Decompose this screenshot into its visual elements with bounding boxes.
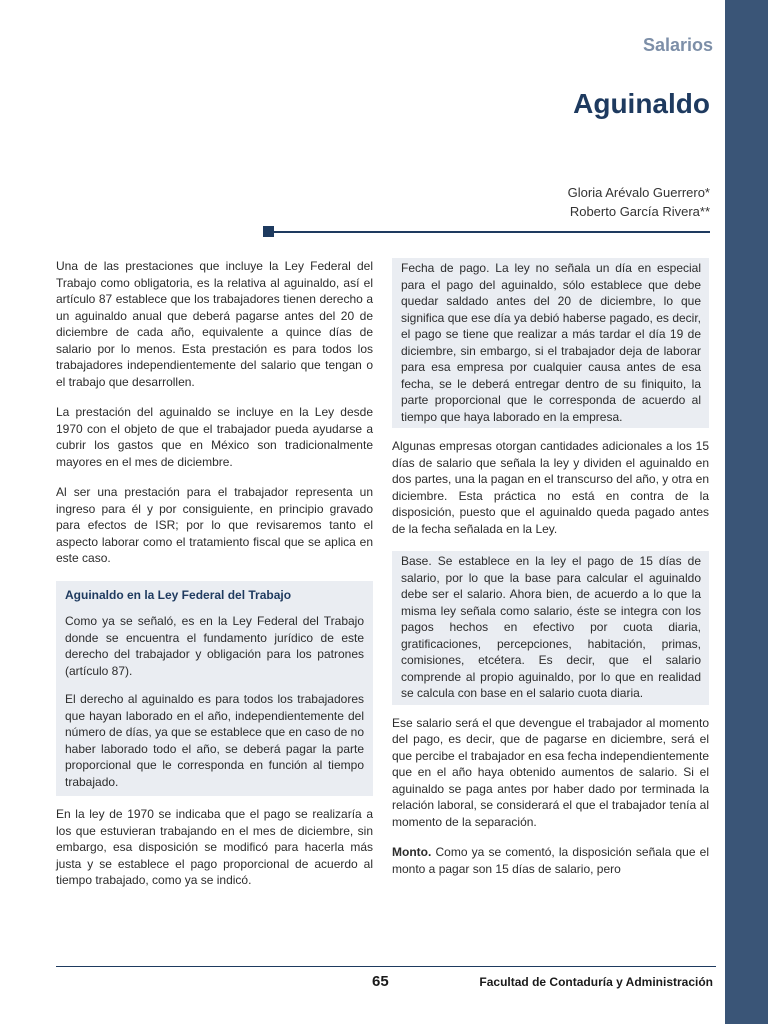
additional-payments-paragraph: Algunas empresas otorgan cantidades adicionales a los 15 días de salario que señala la ley y dividen el aguinaldo en dos partes, una la pagan en el transcurso del año, y otra en diciembre. Esta práctica no está en contra de la disposición, puesto que el aguinaldo queda pagado antes de la fecha señalada en la Ley. bbox=[392, 439, 709, 536]
amount-paragraph bbox=[392, 844, 709, 877]
salary-paragraph: Ese salario será el que devengue el trabajador al momento del pago, es decir, que de pagarse en diciembre, será el que percibe el trabajador en esa fecha independientemente que en el año haya obtenido aumentos de salario. Si el aguinaldo se paga antes por haber dado por terminada la relación laboral, se considerará el que el trabajador tenía al momento de la separación. bbox=[392, 715, 709, 829]
law-box bbox=[56, 581, 373, 797]
closing-paragraph: En la ley de 1970 se indicaba que el pago se realizaría a los que estuvieran trabajando en el mes de diciembre, sin embargo, esa disposición se modificó para hacerla más justa y se establece el pago proporcional de acuerdo al tiempo trabajado, como ya se indicó. bbox=[56, 807, 373, 887]
footer-rule bbox=[56, 966, 716, 967]
authors bbox=[568, 183, 710, 221]
right-column bbox=[392, 258, 709, 891]
intro-paragraph: Una de las prestaciones que incluye la Ley Federal del Trabajo como obligatoria, es la relativa al aguinaldo, así el artículo 87 establece que los trabajadores tienen derecho a un aguinaldo anual que deberá pagarse antes del 20 de diciembre de cada año, equivalente a quince días de salario por lo menos. Esta prestación es para todos los trabajadores independientemente del salario que tengan o el trabajo que desarrollen. bbox=[56, 259, 373, 389]
article-title: Aguinaldo bbox=[573, 88, 710, 119]
law-box-paragraph: Como ya se señaló, es en la Ley Federal del Trabajo donde se encuentra el fundamento jurídico de este derecho del trabajador y obligación para los patrones (artículo 87). bbox=[65, 614, 364, 678]
side-band bbox=[725, 0, 768, 1024]
author-2: Roberto García Rivera** bbox=[569, 204, 710, 219]
section-label: Salarios bbox=[642, 35, 713, 55]
law-box-heading: Aguinaldo en la Ley Federal del Trabajo bbox=[65, 587, 292, 602]
page-number: 65 bbox=[372, 973, 389, 990]
title-rule bbox=[270, 231, 710, 233]
amount-text: Como ya se comentó, la disposición señala que el monto a pagar son 15 días de salario, pero bbox=[392, 845, 709, 876]
left-column bbox=[56, 258, 373, 903]
history-paragraph: La prestación del aguinaldo se incluye en la Ley desde 1970 con el objeto de que el trabajador pueda ayudarse a cubrir los gastos que en México son tradicionalmente mayores en el mes de diciembre. bbox=[56, 405, 373, 469]
payment-date-text: Fecha de pago. La ley no señala un día en especial para el pago del aguinaldo, sólo establece que debe quedar saldado antes del 20 de diciembre, lo que significa que ese día ya debió haberse pagado, es decir, el pago se tiene que realizar a más tardar el día 19 de diciembre, sin embargo, si el trabajador deja de laborar para esa empresa por cualquier causa antes de esa fecha, se le deberá entregar dentro de su finiquito, la parte proporcional que le corresponda de acuerdo al tiempo que haya laborado en la empresa. bbox=[401, 261, 701, 424]
base-text: Base. Se establece en la ley el pago de 15 días de salario, por lo que la base para calcular el aguinaldo debe ser el salario. Ahora bien, de acuerdo a lo que la misma ley señala como salario, éste se integra con los pagos hechos en efectivo por cuota diaria, gratificaciones, percepciones, habitación, primas, comisiones, etcétera. Es decir, que el salario comprende al propio aguinaldo, por lo que en realidad se calcula con base en el salario cuota diaria. bbox=[401, 554, 701, 700]
payment-date-box bbox=[392, 258, 709, 428]
footer-institution: Facultad de Contaduría y Administración bbox=[479, 975, 713, 989]
author-1: Gloria Arévalo Guerrero* bbox=[567, 185, 710, 200]
law-box-paragraph: El derecho al aguinaldo es para todos los trabajadores que hayan laborado en el año, independientemente del número de días, ya que se establece que en caso de no haber laborado todo el año, se deberá pagar la parte proporcional que le corresponda en función al tiempo trabajado. bbox=[65, 692, 364, 789]
tax-paragraph: Al ser una prestación para el trabajador representa un ingreso para él y por consiguiente, en principio gravado para efectos de ISR; por lo que revisaremos tanto el aspecto laborar como el tratamiento fiscal que se aplica en este caso. bbox=[56, 485, 373, 565]
amount-label: Monto. bbox=[392, 845, 432, 859]
base-box bbox=[392, 551, 709, 705]
